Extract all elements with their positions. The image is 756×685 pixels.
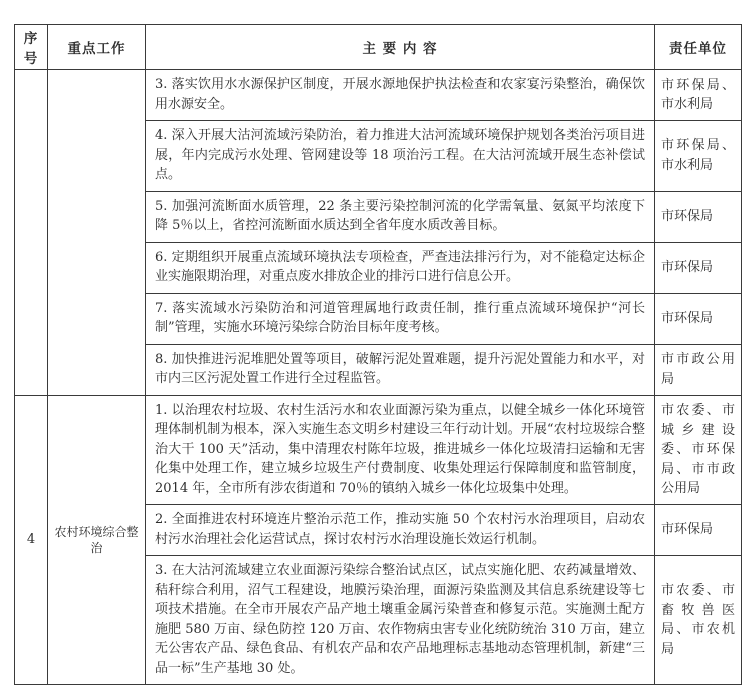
unit-cell: 市环保局 [655,242,742,293]
col-header-category: 重点工作 [48,25,146,70]
col-header-number: 序号 [15,25,48,70]
content-cell: 7. 落实流域水污染防治和河道管理属地行政责任制，推行重点流域环境保护“河长制”管理，实施水环境污染综合防治目标年度考核。 [146,293,655,344]
table-body [15,70,742,685]
unit-cell: 市环保局 [655,293,742,344]
content-cell: 4. 深入开展大沽河流域污染防治，着力推进大沽河流域环境保护规划各类治污项目进展，年内完成污水处理、管网建设等 18 项治污工程。在大沽河流域开展生态补偿试点。 [146,121,655,192]
table-row [15,70,742,121]
col-header-content: 主 要 内 容 [146,25,655,70]
category-cell: 农村环境综合整治 [48,395,146,685]
unit-cell: 市环保局、市水利局 [655,70,742,121]
content-cell: 5. 加强河流断面水质管理，22 条主要污染控制河流的化学需氧量、氨氮平均浓度下降 5％以上，省控河流断面水质达到全省年度水质改善目标。 [146,191,655,242]
content-cell: 6. 定期组织开展重点流域环境执法专项检查，严查违法排污行为，对不能稳定达标企业实施限期治理，对重点废水排放企业的排污口进行信息公开。 [146,242,655,293]
category-cell [48,70,146,396]
unit-cell: 市农委、市畜牧兽医局、市农机局 [655,556,742,685]
row-number-cell: 4 [15,395,48,685]
unit-cell: 市市政公用局 [655,344,742,395]
col-header-unit: 责任单位 [655,25,742,70]
header-row [15,25,742,70]
unit-cell: 市环保局 [655,191,742,242]
document-table [14,24,742,685]
table-row [15,395,742,505]
unit-cell: 市环保局 [655,505,742,556]
content-cell: 8. 加快推进污泥堆肥处置等项目，破解污泥处置难题，提升污泥处置能力和水平，对市内三区污泥处置工作进行全过程监管。 [146,344,655,395]
row-number-cell [15,70,48,396]
unit-cell: 市农委、市城乡建设委、市环保局、市市政公用局 [655,395,742,505]
unit-cell: 市环保局、市水利局 [655,121,742,192]
content-cell: 3. 落实饮用水水源保护区制度，开展水源地保护执法检查和农家宴污染整治，确保饮用水源安全。 [146,70,655,121]
content-cell: 1. 以治理农村垃圾、农村生活污水和农业面源污染为重点，以健全城乡一体化环境管理体制机制为根本，深入实施生态文明乡村建设三年行动计划。开展“农村垃圾综合整治大干 100 天”活动，集中清理农村陈年垃圾，推进城乡一体化垃圾清扫运输和无害化集中处理工作，建立城乡垃圾生产付费制度、收集处理运行保障制度和监管制度，2014 年，全市所有涉农街道和 70％的镇纳入城乡一体化垃圾集中处理。 [146,395,655,505]
content-cell: 2. 全面推进农村环境连片整治示范工作，推动实施 50 个农村污水治理项目，启动农村污水治理社会化运营试点，探讨农村污水治理设施长效运行机制。 [146,505,655,556]
content-cell: 3. 在大沽河流域建立农业面源污染综合整治试点区，试点实施化肥、农药减量增效、秸秆综合利用，沼气工程建设，地膜污染治理，面源污染监测及其信息系统建设等七项技术措施。在全市开展农产品产地土壤重金属污染普查和修复示范。实施测土配方施肥 580 万亩、绿色防控 120 万亩、农作物病虫害专业化统防统治 310 万亩，建立无公害农产品、绿色食品、有机农产品和农产品地理标志基地动态管理机制，新建“三品一标”生产基地 30 处。 [146,556,655,685]
